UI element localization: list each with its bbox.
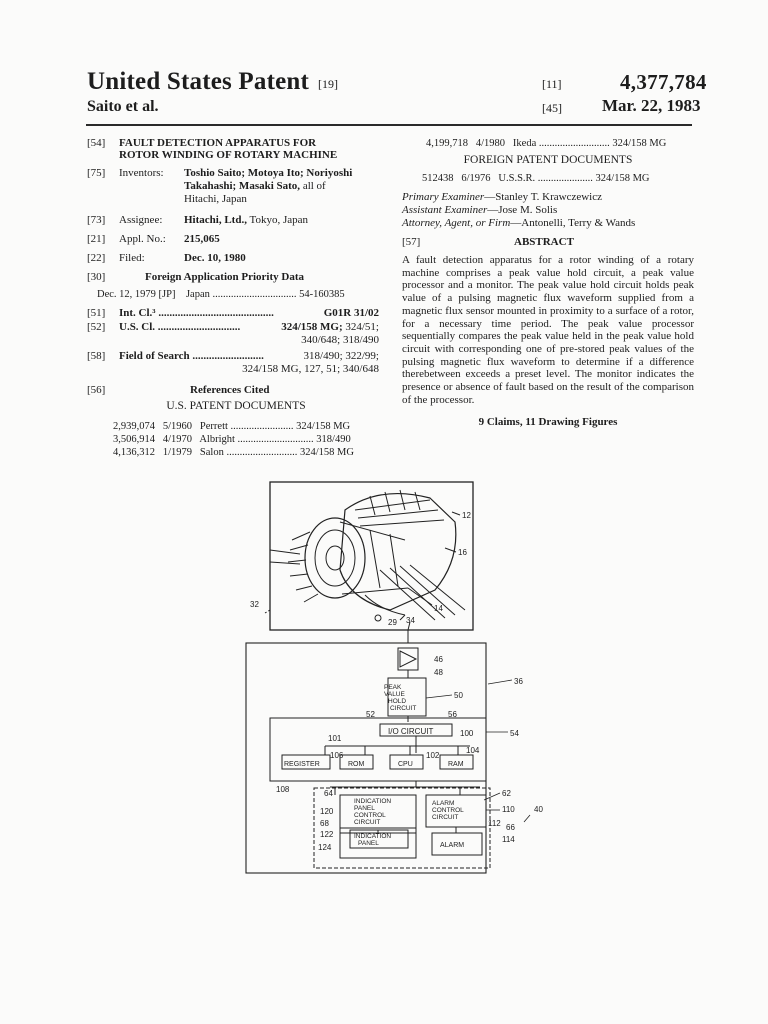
us-cl-entry xyxy=(87,321,385,347)
processor-box xyxy=(270,718,486,781)
alarm-label: ALARM xyxy=(440,842,465,849)
foreign-patent-docs-heading: FOREIGN PATENT DOCUMENTS xyxy=(463,154,633,166)
ipc-label: CONTROL xyxy=(354,812,386,819)
ref-106: 106 xyxy=(330,751,344,760)
ip-label: PANEL xyxy=(358,840,379,847)
acc-label: ALARM xyxy=(432,800,455,807)
register-label: REGISTER xyxy=(284,761,320,768)
filed-entry xyxy=(87,252,385,265)
primary-examiner-label: Primary Examiner xyxy=(402,191,485,203)
us-patent-doc: 2,939,074 5/1960 Perrett ........................ 324/158 MG xyxy=(113,421,351,432)
inventors-line1: Toshio Saito; Motoya Ito; Noriyoshi xyxy=(184,167,353,179)
ref-46: 46 xyxy=(434,655,443,664)
right-column xyxy=(402,137,694,429)
us-patent-doc: 3,506,914 4/1970 Albright ............................. 318/490 xyxy=(113,434,351,445)
assignee-place: Tokyo, Japan xyxy=(249,214,309,226)
us-cl-code: [52] xyxy=(87,321,106,333)
appl-label: Appl. No.: xyxy=(119,233,166,245)
ref-66: 66 xyxy=(506,823,515,832)
ref-36: 36 xyxy=(514,677,523,686)
patent-date: Mar. 22, 1983 xyxy=(602,96,701,115)
peak-box-label: CIRCUIT xyxy=(390,705,417,712)
foreign-priority-label: Foreign Application Priority Data xyxy=(145,271,304,283)
ref-29: 29 xyxy=(388,618,397,627)
ref-62: 62 xyxy=(502,789,511,798)
filed-code: [22] xyxy=(87,252,106,264)
inventors-line2 xyxy=(184,180,326,193)
us-cl-label: U.S. Cl. .............................. xyxy=(119,321,241,333)
ipc-label: PANEL xyxy=(354,805,375,812)
ref-12: 12 xyxy=(462,511,471,520)
abstract-text: A fault detection apparatus for a rotor winding of a rotary machine comprises a peak value hold circuit, a peak value processor and a monitor. The peak value hold circuit holds peak value of a pulsing magnetic flux waveform supplied from a magnetic flux sensor mounted in proximity to a surface of a rotor, for a necessary time period. The peak value processor sequentially compares the peak value held in the peak value hold circuit with corresponding one of pre-stored peak values of the pulsing magnetic flux waveform to determine if a difference therebetween exceeds a preset level. The monitor indicates the presence or absence of fault based on the result of the comparison of the processor. xyxy=(402,254,694,406)
abstract-heading: ABSTRACT xyxy=(514,236,574,248)
inventors-entry xyxy=(87,167,385,211)
attorney-label: Attorney, Agent, or Firm xyxy=(402,217,511,229)
ref-114: 114 xyxy=(502,835,515,844)
leader-34 xyxy=(400,615,405,620)
peak-box-label: VALUE xyxy=(384,691,405,698)
ref-50: 50 xyxy=(454,691,463,700)
us-cl-line2: 340/648; 318/490 xyxy=(301,334,379,346)
int-cl-value: G01R 31/02 xyxy=(323,307,379,319)
us-patent-doc: 4,136,312 1/1979 Salon ........................... 324/158 MG xyxy=(113,447,354,458)
foreign-priority-entry xyxy=(87,271,385,284)
int-cl-entry xyxy=(87,307,385,320)
ref-104: 104 xyxy=(466,746,480,755)
assignee-value xyxy=(184,214,308,227)
us-cl-value-extra: 324/51; xyxy=(345,321,379,333)
assistant-examiner xyxy=(402,204,694,217)
patent-title: United States Patent xyxy=(87,68,310,95)
field-of-search-code: [58] xyxy=(87,350,106,362)
field-of-search-label: Field of Search .......................... xyxy=(119,350,264,362)
ip-label: INDICATION xyxy=(354,833,392,840)
ref-52: 52 xyxy=(366,710,375,719)
peak-box-label: HOLD xyxy=(388,698,407,705)
ram-label: RAM xyxy=(448,761,464,768)
title-entry-code: [54] xyxy=(87,137,106,149)
assignee-code: [73] xyxy=(87,214,106,226)
invention-title-line1: FAULT DETECTION APPARATUS FOR xyxy=(119,137,317,149)
foreign-priority-item: Dec. 12, 1979 [JP] Japan ................................ 54-160385 xyxy=(97,289,345,300)
inventors-line2-suffix: all of xyxy=(302,180,326,192)
us-cl-value xyxy=(281,321,379,334)
ref-120: 120 xyxy=(320,807,334,816)
ref-54: 54 xyxy=(510,729,519,738)
leader-32 xyxy=(265,610,270,613)
number-code: [11] xyxy=(542,77,562,91)
sensor-lead xyxy=(408,622,410,643)
leader-12 xyxy=(452,512,460,515)
filed-value: Dec. 10, 1980 xyxy=(184,252,246,264)
ref-124: 124 xyxy=(318,843,332,852)
title-entry xyxy=(87,137,385,163)
acc-label: CONTROL xyxy=(432,807,464,814)
us-cl-value-main: 324/158 MG; xyxy=(281,321,343,333)
foreign-patent-doc: 512438 6/1976 U.S.S.R. ..................... 324/158 MG xyxy=(422,173,650,184)
acc-label: CIRCUIT xyxy=(432,814,459,821)
header-rule xyxy=(86,124,692,126)
amplifier-symbol xyxy=(400,651,416,667)
foreign-priority-code: [30] xyxy=(87,271,106,283)
inventors-code: [75] xyxy=(87,167,106,179)
primary-examiner-name: —Stanley T. Krawczewicz xyxy=(484,191,602,203)
ref-56: 56 xyxy=(448,710,457,719)
assignee-label: Assignee: xyxy=(119,214,163,226)
ref-32: 32 xyxy=(250,600,259,609)
field-of-search-line2: 324/158 MG, 127, 51; 340/648 xyxy=(242,363,379,375)
abstract-code: [57] xyxy=(402,236,421,248)
references-label: References Cited xyxy=(190,384,270,396)
peak-box-label: PEAK xyxy=(384,684,402,691)
int-cl-label: Int. Cl.³ .......................................... xyxy=(119,307,274,319)
patent-number: 4,377,784 xyxy=(620,70,707,94)
ref-14: 14 xyxy=(434,604,443,613)
attorney-name: —Antonelli, Terry & Wands xyxy=(510,217,636,229)
ref-68: 68 xyxy=(320,819,329,828)
authors: Saito et al. xyxy=(87,98,159,115)
primary-examiner xyxy=(402,191,694,204)
ref-110: 110 xyxy=(502,805,515,814)
references-code: [56] xyxy=(87,384,106,396)
field-of-search-value: 318/490; 322/99; xyxy=(303,350,379,362)
inventors-label: Inventors: xyxy=(119,167,164,179)
date-code: [45] xyxy=(542,101,562,115)
bibliographic-data xyxy=(87,137,385,458)
ref-101: 101 xyxy=(328,734,342,743)
rotary-machine-drawing xyxy=(270,490,465,621)
claims-summary: 9 Claims, 11 Drawing Figures xyxy=(478,416,618,429)
assignee-name: Hitachi, Ltd., xyxy=(184,214,247,226)
assistant-examiner-label: Assistant Examiner xyxy=(402,204,488,216)
invention-title-line2: ROTOR WINDING OF ROTARY MACHINE xyxy=(119,149,338,161)
title-code: [19] xyxy=(318,77,338,91)
ref-34: 34 xyxy=(406,616,415,625)
assistant-examiner-name: —Jose M. Solis xyxy=(487,204,558,216)
us-patent-docs-list xyxy=(113,420,385,459)
inventors-line2-names: Takahashi; Masaki Sato, xyxy=(184,180,301,192)
attorney xyxy=(402,217,694,230)
ref-122: 122 xyxy=(320,830,334,839)
us-patent-doc-continued: 4,199,718 4/1980 Ikeda ........................... 324/158 MG xyxy=(426,138,667,149)
ipc-label: CIRCUIT xyxy=(354,819,381,826)
ref-112: 112 xyxy=(488,819,501,828)
ref-48: 48 xyxy=(434,668,443,677)
ref-108: 108 xyxy=(276,785,290,794)
rom-label: ROM xyxy=(348,761,365,768)
ipc-label: INDICATION xyxy=(354,798,392,805)
field-of-search-entry xyxy=(87,350,385,376)
int-cl-code: [51] xyxy=(87,307,106,319)
ref-100: 100 xyxy=(460,729,474,738)
assignee-entry xyxy=(87,214,385,227)
io-box-label: I/O CIRCUIT xyxy=(388,727,434,736)
us-patent-docs-heading: U.S. PATENT DOCUMENTS xyxy=(166,400,306,412)
leader-14 xyxy=(408,588,432,605)
ref-64: 64 xyxy=(324,789,333,798)
cpu-label: CPU xyxy=(398,761,413,768)
ref-102: 102 xyxy=(426,751,440,760)
ref-16: 16 xyxy=(458,548,467,557)
abstract-heading-row xyxy=(402,236,694,249)
appl-value: 215,065 xyxy=(184,233,220,245)
inventors-line3: Hitachi, Japan xyxy=(184,193,247,205)
filed-label: Filed: xyxy=(119,252,145,264)
appl-code: [21] xyxy=(87,233,106,245)
drawing-figure xyxy=(230,470,570,880)
ref-40: 40 xyxy=(534,805,543,814)
references-entry xyxy=(87,384,385,397)
appl-entry xyxy=(87,233,385,246)
